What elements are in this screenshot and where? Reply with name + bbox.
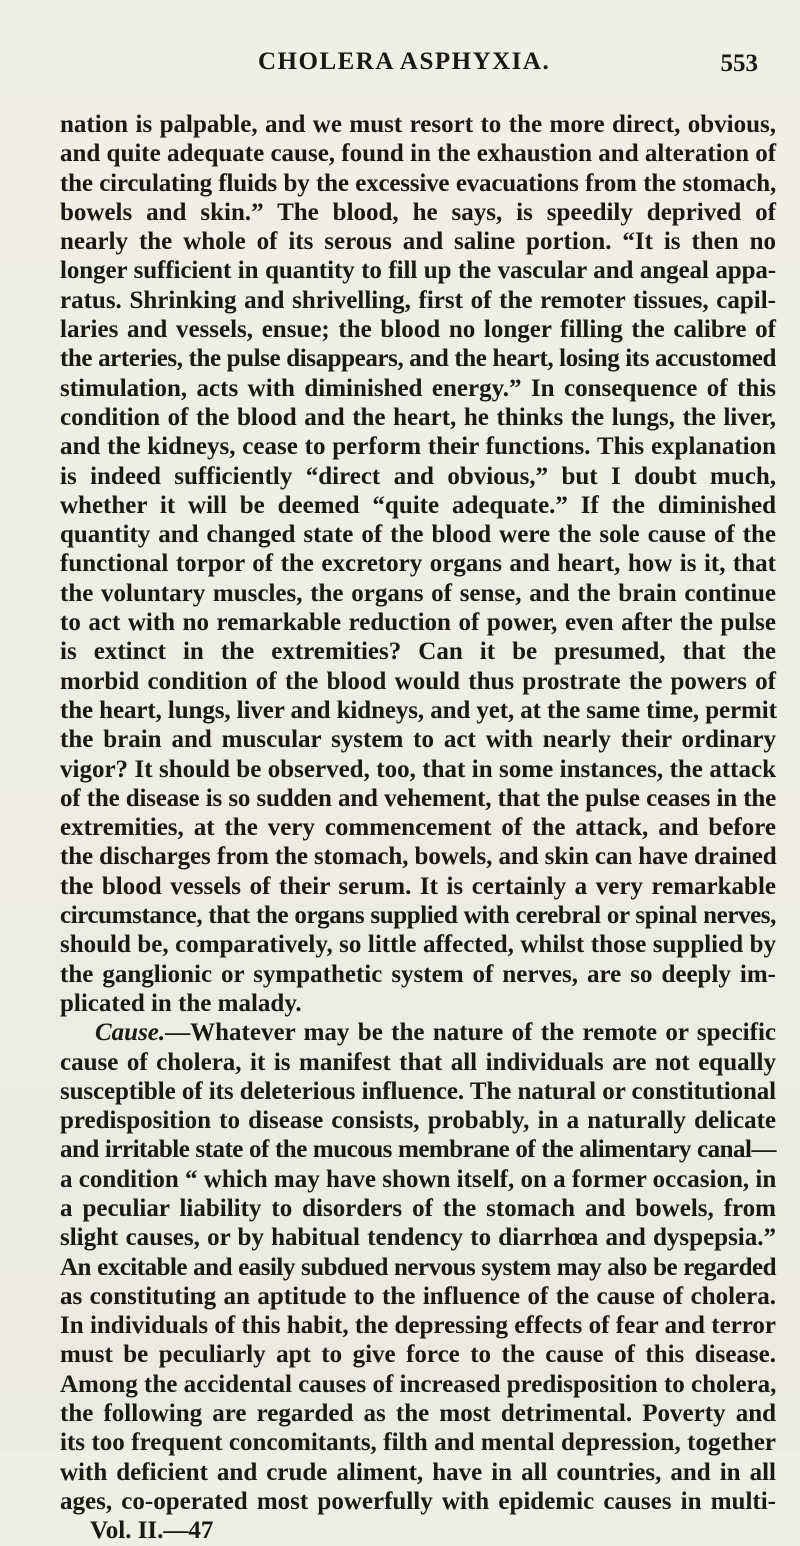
text-line: and irritable state of the mucous membrane of the alimentary canal—	[60, 1136, 776, 1164]
heading-dash: —	[165, 1019, 191, 1047]
text-line: morbid condition of the blood would thus prostrate the powers of	[60, 667, 776, 695]
text-line: cause of cholera, it is manifest that all individuals are not equally	[60, 1048, 776, 1076]
text-line: a peculiar liability to disorders of the stomach and bowels, from	[60, 1194, 776, 1222]
text-line: the circulating fluids by the excessive evacuations from the stomach,	[60, 169, 776, 197]
text-line: as constituting an aptitude to the influence of the cause of cholera.	[60, 1282, 776, 1310]
text-line: Among the accidental causes of increased predisposition to cholera,	[60, 1370, 777, 1398]
text-line: to act with no remarkable reduction of power, even after the pulse	[60, 609, 776, 637]
text-line: nearly the whole of its serous and saline portion. “It is then no	[60, 228, 776, 256]
text-line: bowels and skin.” The blood, he says, is speedily deprived of	[60, 198, 776, 226]
page-number: 553	[720, 50, 758, 77]
text-line: the brain and muscular system to act with nearly their ordinary	[60, 726, 776, 754]
section-heading: Cause.	[95, 1019, 166, 1047]
paragraph-1	[60, 110, 776, 1018]
text-line: a condition “ which may have shown itself, on a former occasion, in	[60, 1165, 777, 1193]
text-line: extremities, at the very commencement of the attack, and before	[60, 814, 776, 842]
text-line: with deficient and crude aliment, have in all countries, and in all	[60, 1458, 776, 1486]
text-line: should be, comparatively, so little affected, whilst those supplied by	[60, 931, 776, 959]
volume-signature: Vol. II.—47	[90, 1517, 214, 1545]
text-line: whether it will be deemed “quite adequate.” If the diminished	[60, 491, 776, 519]
text-line: is extinct in the extremities? Can it be presumed, that the	[60, 638, 776, 666]
heading-line-text: Whatever may be the nature of the remote or specific	[190, 1019, 776, 1047]
text-line: of the disease is so sudden and vehement, that the pulse ceases in the	[60, 784, 776, 812]
text-line: condition of the blood and the heart, he thinks the lungs, the liver,	[60, 403, 776, 431]
text-line: the voluntary muscles, the organs of sense, and the brain continue	[60, 579, 776, 607]
text-line: the heart, lungs, liver and kidneys, and yet, at the same time, permit	[60, 696, 777, 724]
text-line: An excitable and easily subdued nervous system may also be regarded	[60, 1253, 776, 1281]
text-line: the blood vessels of their serum. It is certainly a very remarkable	[60, 872, 776, 900]
text-line: the following are regarded as the most detrimental. Poverty and	[60, 1400, 776, 1428]
text-line: and the kidneys, cease to perform their functions. This explanation	[60, 433, 776, 461]
text-line: ratus. Shrinking and shrivelling, first of the remoter tissues, capil-	[60, 286, 776, 314]
text-line: stimulation, acts with diminished energy.” In consequence of this	[60, 374, 776, 402]
text-line: the discharges from the stomach, bowels, and skin can have drained	[60, 843, 777, 871]
body-text	[60, 110, 776, 1546]
text-line: In individuals of this habit, the depressing effects of fear and terror	[60, 1312, 776, 1340]
text-line: laries and vessels, ensue; the blood no longer filling the calibre of	[60, 316, 776, 344]
text-line: functional torpor of the excretory organs and heart, how is it, that	[60, 550, 776, 578]
text-line: nation is palpable, and we must resort to the more direct, obvious,	[60, 111, 776, 138]
text-line: susceptible of its deleterious influence. The natural or constitutional	[60, 1077, 776, 1105]
text-line: longer sufficient in quantity to fill up the vascular and angeal appa-	[60, 257, 776, 285]
text-line: is indeed sufficiently “direct and obvious,” but I doubt much,	[60, 462, 776, 490]
section-first-line	[60, 1018, 776, 1047]
text-line: the ganglionic or sympathetic system of nerves, are so deeply im-	[60, 960, 776, 988]
page-header	[0, 48, 800, 88]
text-line: quantity and changed state of the blood were the sole cause of the	[60, 521, 776, 549]
text-line: plicated in the malady.	[60, 989, 302, 1017]
text-line: predisposition to disease consists, probably, in a naturally delicate	[60, 1107, 776, 1135]
text-line: the arteries, the pulse disappears, and the heart, losing its accustomed	[60, 345, 776, 373]
running-title: CHOLERA ASPHYXIA.	[258, 48, 551, 75]
text-line: must be peculiarly apt to give force to the cause of this disease.	[60, 1341, 776, 1369]
text-line: ages, co-operated most powerfully with epidemic causes in multi-	[60, 1487, 776, 1515]
text-line: vigor? It should be observed, too, that in some instances, the attack	[60, 755, 776, 783]
text-line: slight causes, or by habitual tendency to diarrhœa and dyspepsia.”	[60, 1224, 776, 1252]
text-line: and quite adequate cause, found in the exhaustion and alteration of	[60, 140, 777, 168]
paragraph-2	[60, 1018, 776, 1516]
text-line: its too frequent concomitants, filth and mental depression, together	[60, 1429, 776, 1457]
text-line: circumstance, that the organs supplied with cerebral or spinal nerves,	[60, 902, 776, 930]
